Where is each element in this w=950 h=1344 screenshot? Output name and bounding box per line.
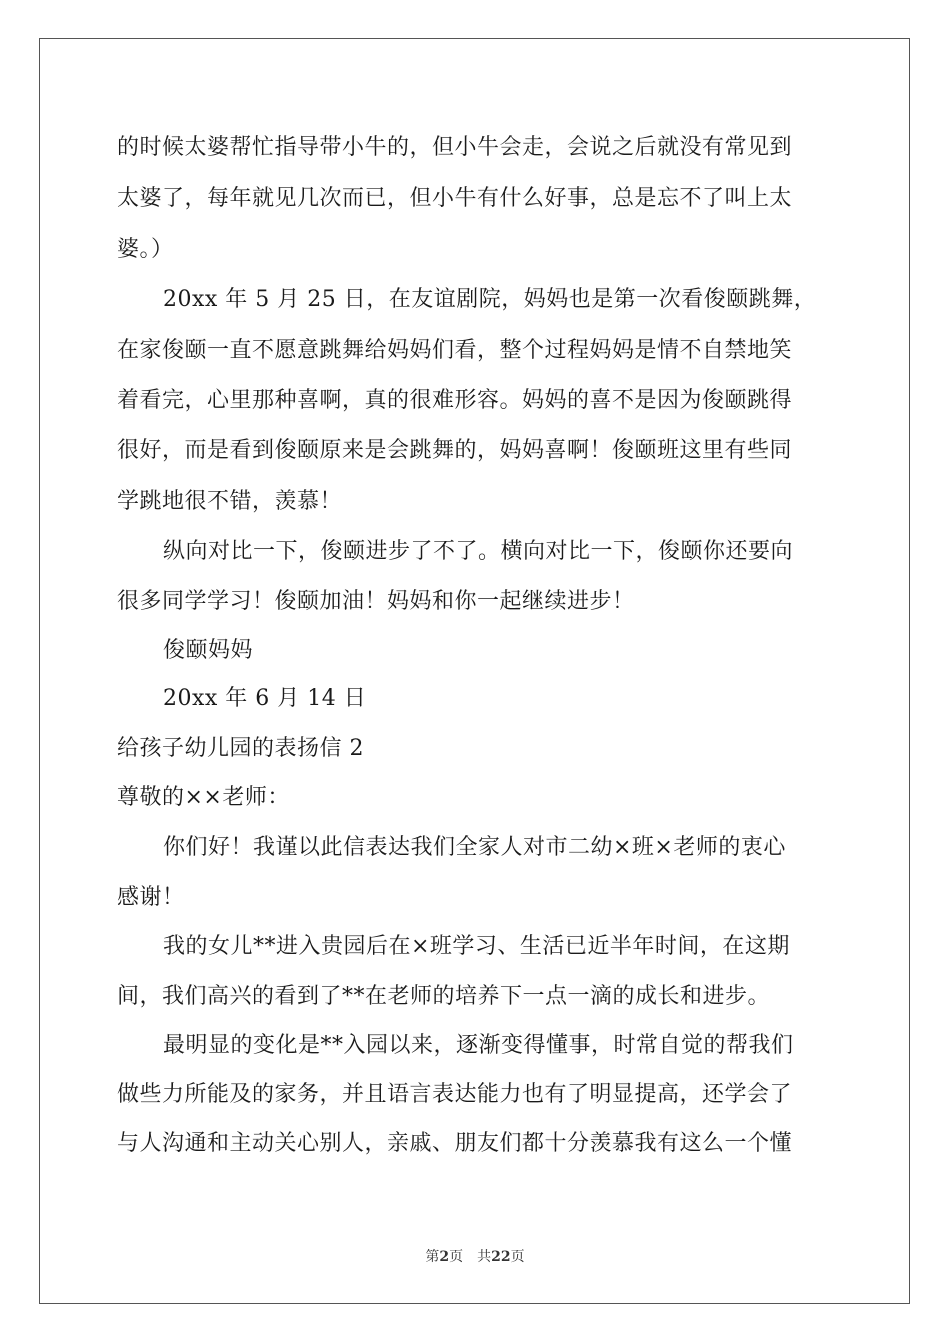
signature-date: 20xx 年 6 月 14 日	[163, 686, 367, 711]
text-line: 20xx 年 5 月 25 日，在友谊剧院，妈妈也是第一次看俊颐跳舞，	[163, 287, 817, 312]
text-line: 最明显的变化是**入园以来，逐渐变得懂事，时常自觉的帮我们	[163, 1033, 794, 1058]
current-page-number: 2	[439, 1249, 450, 1265]
text-line: 婆。）	[117, 237, 174, 262]
text-line: 感谢！	[117, 885, 185, 910]
text-line: 学跳地很不错，羡慕！	[117, 489, 343, 514]
total-page-number: 22	[491, 1249, 511, 1265]
footer-mid: 页 共	[449, 1249, 492, 1265]
text-line: 间，我们高兴的看到了**在老师的培养下一点一滴的成长和进步。	[117, 984, 771, 1009]
text-line: 我的女儿**进入贵园后在×班学习、生活已近半年时间，在这期	[163, 934, 790, 959]
text-line: 很多同学学习！俊颐加油！妈妈和你一起继续进步！	[117, 589, 635, 614]
text-line: 太婆了，每年就见几次而已，但小牛有什么好事，总是忘不了叫上太	[117, 186, 793, 211]
page-footer	[0, 1246, 950, 1266]
footer-prefix: 第	[425, 1249, 440, 1265]
text-line: 与人沟通和主动关心别人，亲戚、朋友们都十分羡慕我有这么一个懂	[117, 1131, 793, 1156]
text-line: 着看完，心里那种喜啊，真的很难形容。妈妈的喜不是因为俊颐跳得	[117, 388, 793, 413]
footer-suffix: 页	[510, 1249, 525, 1265]
text-line: 做些力所能及的家务，并且语言表达能力也有了明显提高，还学会了	[117, 1082, 793, 1107]
text-line: 很好，而是看到俊颐原来是会跳舞的，妈妈喜啊！俊颐班这里有些同	[117, 438, 793, 463]
text-line: 你们好！我谨以此信表达我们全家人对市二幼×班×老师的衷心	[163, 835, 786, 860]
signature-name: 俊颐妈妈	[163, 638, 254, 663]
text-line: 的时候太婆帮忙指导带小牛的，但小牛会走，会说之后就没有常见到	[117, 135, 793, 160]
text-line: 在家俊颐一直不愿意跳舞给妈妈们看，整个过程妈妈是情不自禁地笑	[117, 338, 793, 363]
salutation: 尊敬的××老师：	[117, 785, 290, 810]
text-line: 纵向对比一下，俊颐进步了不了。横向对比一下，俊颐你还要向	[163, 539, 794, 564]
section-title: 给孩子幼儿园的表扬信 2	[117, 736, 364, 761]
